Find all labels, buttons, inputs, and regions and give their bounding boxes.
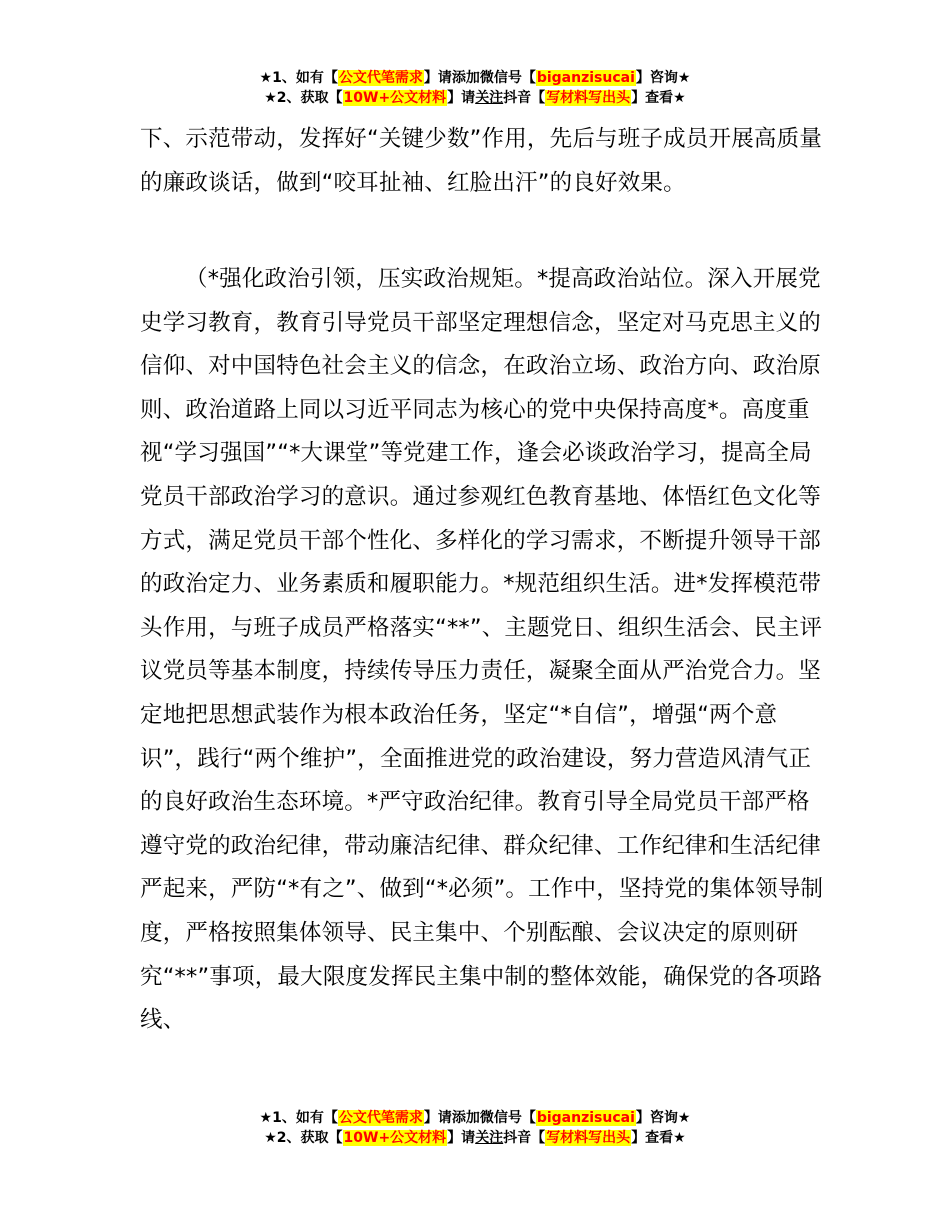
banner-line-1 [0,1108,950,1128]
highlight-materials: 10W+公文材料 [343,90,447,106]
banner-text: 】咨询★ [635,70,691,86]
banner-text: 】咨询★ [635,1110,691,1126]
highlight-wechat-id: biganzisucai [536,1110,635,1126]
highlight-service: 公文代笔需求 [338,1110,423,1126]
banner-text: 抖音【 [503,1130,546,1146]
highlight-douyin-account: 写材料写出头 [546,1130,631,1146]
header-banner [0,68,950,108]
highlight-materials: 10W+公文材料 [343,1130,447,1146]
banner-text: 】请添加微信号【 [423,70,536,86]
banner-text: 】查看★ [631,1130,686,1146]
banner-underlined-text: 关注 [475,1130,504,1146]
highlight-douyin-account: 写材料写出头 [546,90,631,106]
highlight-wechat-id: biganzisucai [536,70,635,86]
banner-line-1 [0,68,950,88]
banner-text: 抖音【 [503,90,546,106]
banner-text: 】请 [447,1130,476,1146]
footer-banner [0,1108,950,1148]
banner-text: ★2、获取【 [264,1130,343,1146]
banner-text: ★1、如有【 [259,1110,338,1126]
highlight-service: 公文代笔需求 [338,70,423,86]
banner-line-2 [0,1128,950,1148]
banner-text: ★1、如有【 [259,70,338,86]
banner-text: 】请 [447,90,476,106]
banner-text: ★2、获取【 [264,90,343,106]
paragraph-2: （*强化政治引领，压实政治规矩。*提高政治站位。深入开展党史学习教育，教育引导党员干部坚定理想信念，坚定对马克思主义的信仰、对中国特色社会主义的信念，在政治立场、政治方向、政治原则、政治道路上同以习近平同志为核心的党中央保持高度*。高度重视“学习强国”“*大课堂”等党建工作，逢会必谈政治学习，提高全局党员干部政治学习的意识。通过参观红色教育基地、体悟红色文化等方式，满足党员干部个性化、多样化的学习需求，不断提升领导干部的政治定力、业务素质和履职能力。*规范组织生活。进*发挥模范带头作用，与班子成员严格落实“**”、主题党日、组织生活会、民主评议党员等基本制度，持续传导压力责任，凝聚全面从严治党合力。坚定地把思想武装作为根本政治任务，坚定“*自信”，增强“两个意识”，践行“两个维护”，全面推进党的政治建设，努力营造风清气正的良好政治生态环境。*严守政治纪律。教育引导全局党员干部严格遵守党的政治纪律，带动廉洁纪律、群众纪律、工作纪律和生活纪律严起来，严防“*有之”、做到“*必须”。工作中，坚持党的集体领导制度，严格按照集体领导、民主集中、个别酝酿、会议决定的原则研究“**”事项，最大限度发挥民主集中制的整体效能，确保党的各项路线、 [140,266,824,1034]
banner-text: 】请添加微信号【 [423,1110,536,1126]
banner-text: 】查看★ [631,90,686,106]
paragraph-1: 下、示范带动，发挥好“关键少数”作用，先后与班子成员开展高质量的廉政谈话，做到“咬耳扯袖、红脸出汗”的良好效果。 [140,126,823,196]
document-body-top [140,118,830,205]
banner-line-2 [0,88,950,108]
banner-underlined-text: 关注 [475,90,504,106]
document-body-main [140,258,830,1043]
